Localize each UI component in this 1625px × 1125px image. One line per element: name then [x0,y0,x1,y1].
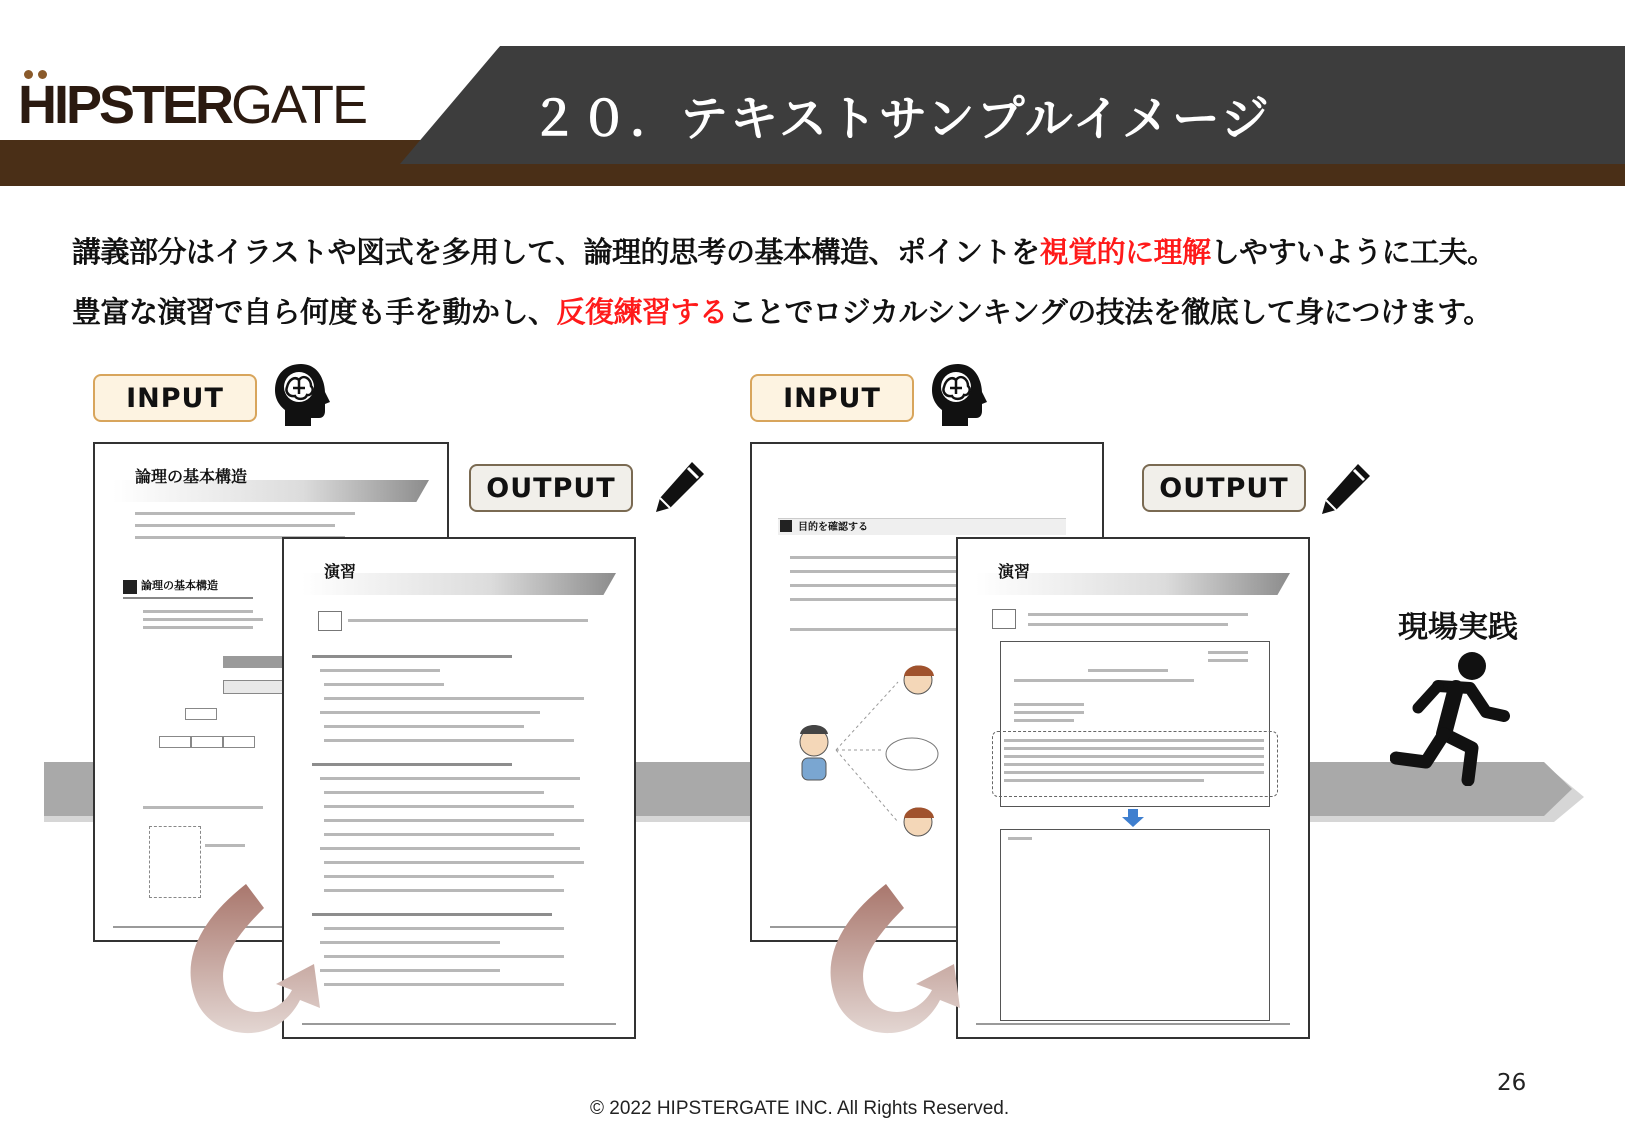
output-page-title: 演習 [324,562,357,581]
intro-line-1: 講義部分はイラストや図式を多用して、論理的思考の基本構造、ポイントを視覚的に理解しやすいように工夫。 [72,235,1496,269]
input-tag-right: INPUT [750,374,914,422]
page-number: 26 [1497,1070,1527,1096]
running-person-icon [1390,650,1510,786]
output-page-title: 演習 [998,562,1031,581]
curved-arrow-icon [820,880,970,1050]
input-page-left: 論理の基本構造 論理の基本構造 [93,442,449,942]
logo: HIPSTERGATE [18,75,367,135]
intro-line-2: 豊富な演習で自ら何度も手を動かし、反復練習することでロジカルシンキングの技法を徹底して身につけます。 [72,295,1492,329]
copyright: © 2022 HIPSTERGATE INC. All Rights Reserved. [590,1098,1010,1119]
pencil-icon [1318,460,1374,516]
down-arrow-icon [1122,809,1144,827]
output-page-right [956,537,1310,1039]
highlight-text: 視覚的に理解 [1039,235,1211,269]
input-page-right: 目的を確認する [750,442,1104,942]
output-tag-left: OUTPUT [469,464,633,512]
page-title: ２０．テキストサンプルイメージ [530,91,1271,147]
pencil-icon [652,458,708,514]
practice-label: 現場実践 [1398,610,1518,645]
input-tag-left: INPUT [93,374,257,422]
highlight-text: 反復練習する [556,295,728,329]
brain-head-icon [273,362,333,428]
conversation-illustration [788,654,958,864]
output-page-left [282,537,636,1039]
brain-head-icon [930,362,990,428]
output-tag-right: OUTPUT [1142,464,1306,512]
input-page-title: 論理の基本構造 [135,467,248,486]
curved-arrow-icon [180,880,330,1050]
